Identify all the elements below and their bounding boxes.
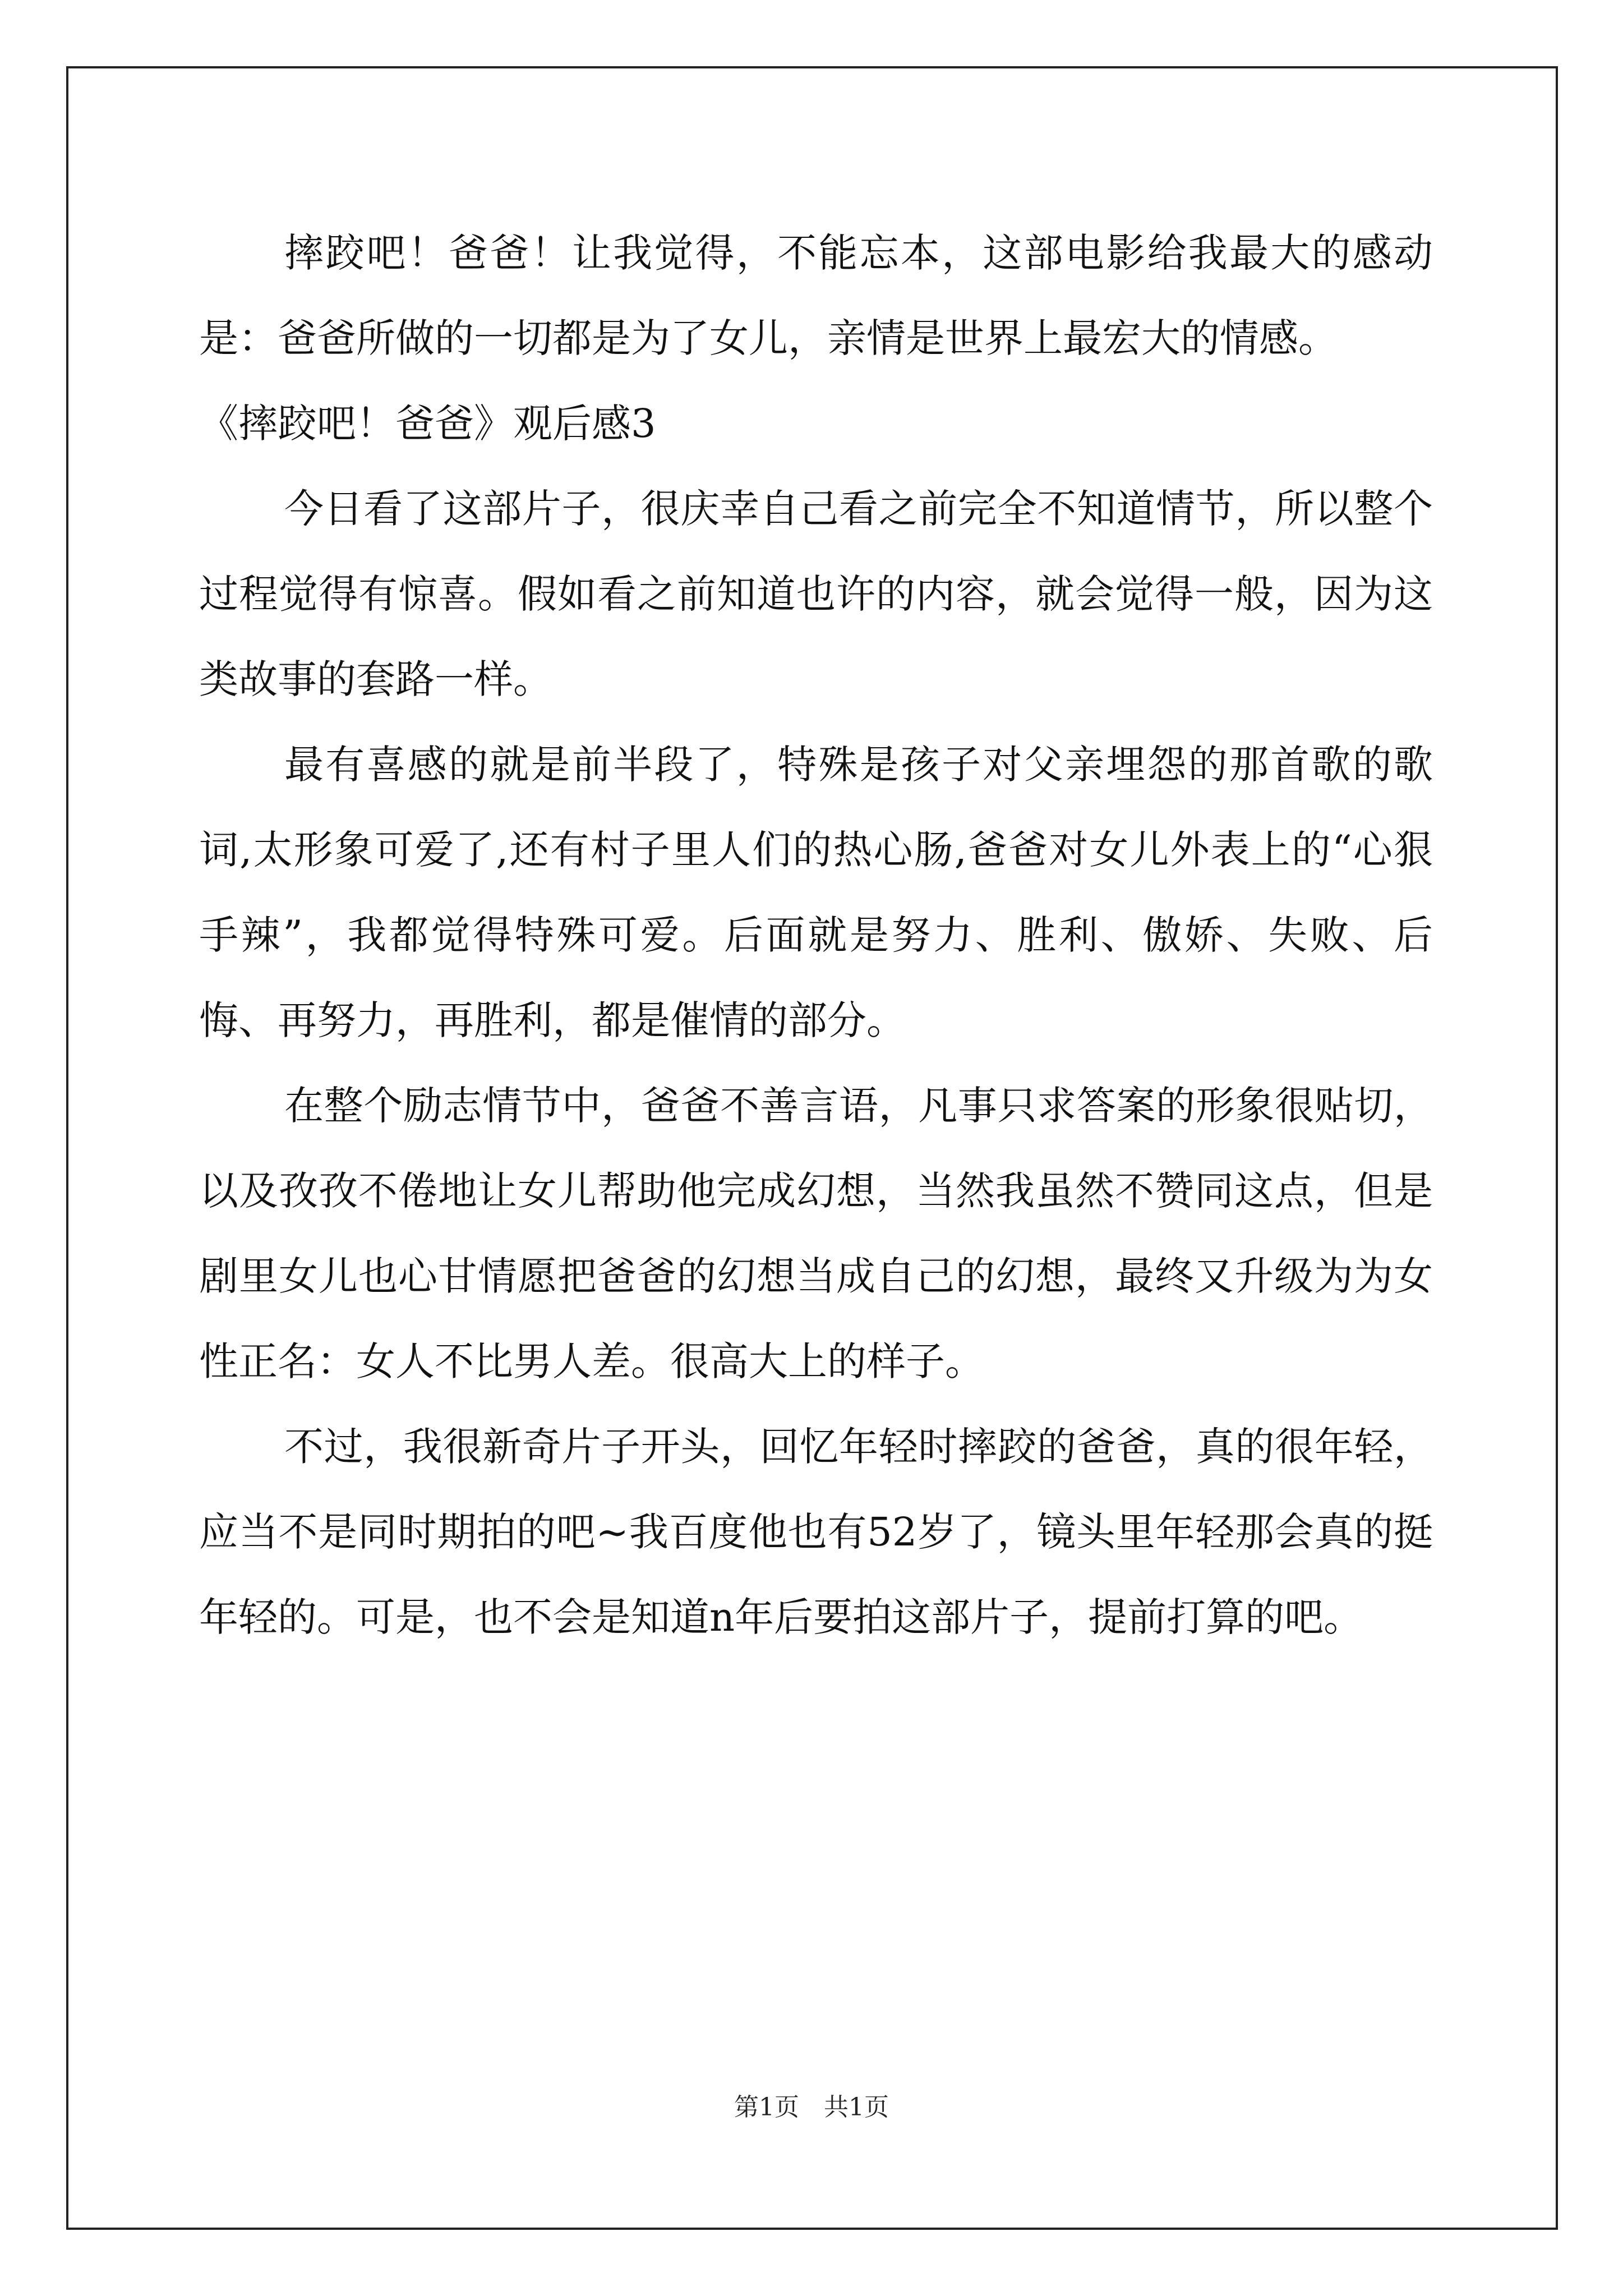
paragraph-1: 今日看了这部片子，很庆幸自己看之前完全不知道情节，所以整个过程觉得有惊喜。假如看之前知道也许的内容，就会觉得一般，因为这类故事的套路一样。 [199,486,1433,702]
paragraph-3: 在整个励志情节中，爸爸不善言语，凡事只求答案的形象很贴切，以及孜孜不倦地让女儿帮助他完成幻想，当然我虽然不赞同这点，但是剧里女儿也心甘情愿把爸爸的幻想当成自己的幻想，最终又升级为为女性正名：女人不比男人差。很高大上的样子。 [199,1083,1433,1384]
page-footer: 第1页 共1页 [734,2093,889,2122]
paragraph-intro: 摔跤吧！爸爸！让我觉得，不能忘本，这部电影给我最大的感动是：爸爸所做的一切都是为了女儿，亲情是世界上最宏大的情感。 [199,230,1433,361]
document-body [199,210,1433,1660]
section-heading: 《摔跤吧！爸爸》观后感3 [199,401,656,447]
paragraph-4: 不过，我很新奇片子开头，回忆年轻时摔跤的爸爸，真的很年轻，应当不是同时期拍的吧~我百度他也有52岁了，镜头里年轻那会真的挺年轻的。可是，也不会是知道n年后要拍这部片子，提前打算的吧。 [199,1424,1433,1640]
paragraph-2: 最有喜感的就是前半段了，特殊是孩子对父亲埋怨的那首歌的歌词,太形象可爱了,还有村子里人们的热心肠,爸爸对女儿外表上的“心狠手辣”，我都觉得特殊可爱。后面就是努力、胜利、傲娇、失败、后悔、再努力，再胜利，都是催情的部分。 [199,742,1433,1043]
